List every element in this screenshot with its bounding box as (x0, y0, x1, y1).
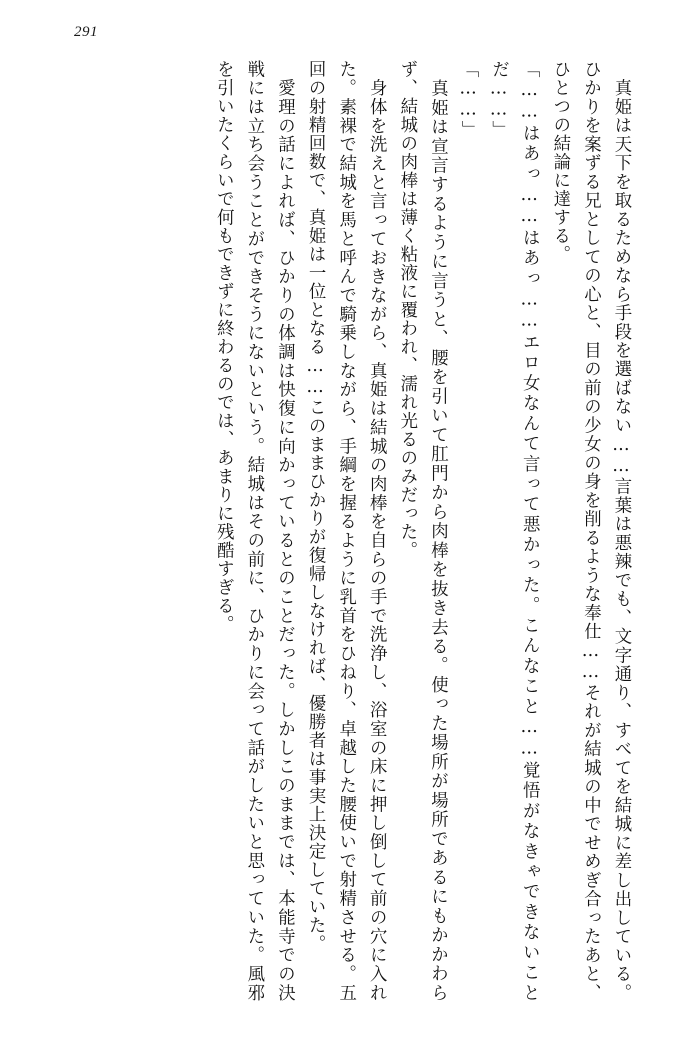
paragraph: 真姫は宣言するように言うと、腰を引いて肛門から肉棒を抜き去る。使った場所が場所であるにもかかわらず、結城の肉棒は薄く粘液に覆われ、濡れ光るのみだった。 (396, 60, 448, 1002)
paragraph-dialogue: 「……はあっ……はあっ……エロ女なんて言って悪かった。こんなこと……覚悟がなきゃできないことだ……」 (488, 60, 540, 1002)
paragraph: 真姫は天下を取るためなら手段を選ばない……言葉は悪辣でも、文字通り、すべてを結城に差し出している。ひかりを案ずる兄としての心と、目の前の少女の身を削るような奉仕……それが結城の中でせめぎ合ったあと、ひとつの結論に達する。 (549, 60, 631, 1002)
page-body-text (46, 60, 636, 1002)
paragraph-dialogue: 「……」 (458, 60, 479, 140)
page-number: 291 (74, 24, 98, 40)
paragraph: 身体を洗えと言っておきながら、真姫は結城の肉棒を自らの手で洗浄し、浴室の床に押し倒して前の穴に入れた。素裸で結城を馬と呼んで騎乗しながら、手綱を握るように乳首をひねり、卓越した腰使いで射精させる。五回の射精回数で、真姫は一位となる……このままひかりが復帰しなければ、優勝者は事実上決定していた。 (305, 60, 387, 1002)
paragraph: 愛理の話によれば、ひかりの体調は快復に向かっているとのことだった。しかしこのままでは、本能寺での決戦には立ち会うことができそうにないという。結城はその前に、ひかりに会って話がしたいと思っていた。風邪を引いたくらいで何もできずに終わるのでは、あまりに残酷すぎる。 (213, 60, 295, 1002)
